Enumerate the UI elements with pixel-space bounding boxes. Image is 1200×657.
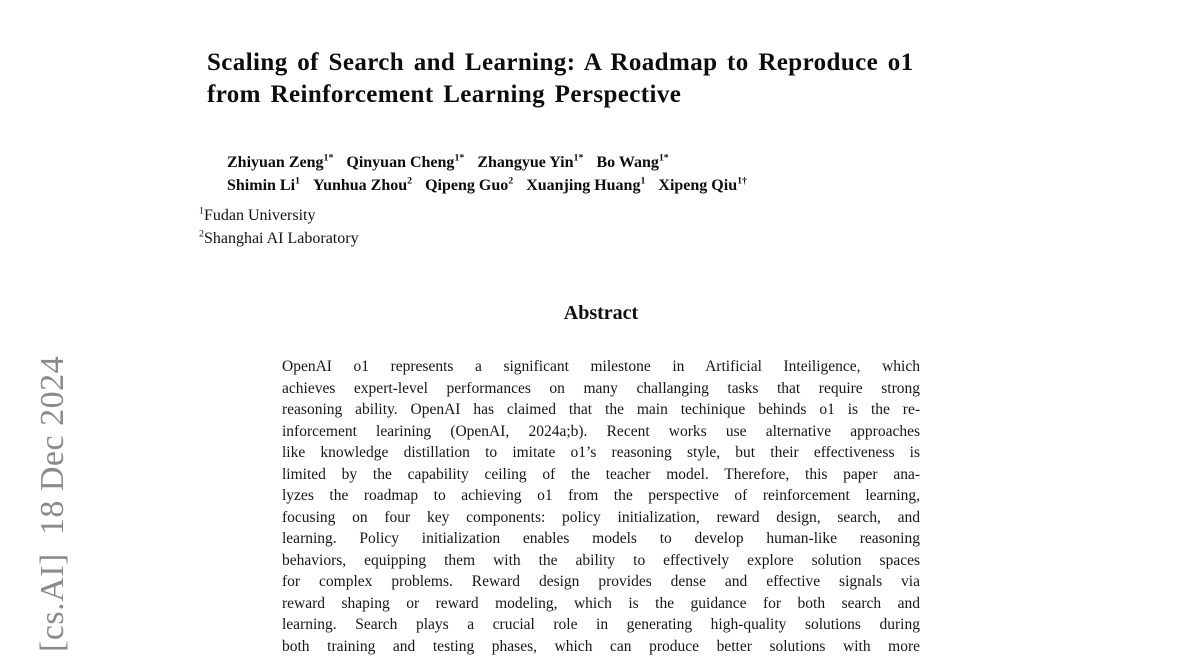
author-name: Zhiyuan Zeng (227, 154, 323, 171)
affiliation-name: Shanghai AI Laboratory (204, 230, 359, 247)
author-name: Xuanjing Huang (526, 177, 640, 194)
author (346, 154, 464, 171)
affiliation-superscript: 1 (199, 206, 204, 217)
author (658, 177, 747, 194)
abstract-line: reward shaping or reward modeling, which is the guidance for both search and (282, 593, 920, 615)
abstract-line: both training and testing phases, which can produce better solutions with more (282, 636, 920, 657)
author-name: Qipeng Guo (425, 177, 508, 194)
author-name: Zhangyue Yin (477, 154, 573, 171)
abstract-heading: Abstract (282, 302, 920, 325)
author-row (227, 175, 747, 198)
abstract-line: for complex problems. Reward design provides dense and effective signals via (282, 571, 920, 593)
abstract-line: lyzes the roadmap to achieving o1 from the perspective of reinforcement learning, (282, 485, 920, 507)
author (227, 177, 300, 194)
abstract-line: reasoning ability. OpenAI has claimed that the main techinique behinds o1 is the re- (282, 399, 920, 421)
author-superscript: 1* (323, 153, 333, 164)
author-superscript: 1* (659, 153, 669, 164)
paper-title-line1: Scaling of Search and Learning: A Roadmap to Reproduce o1 (207, 47, 914, 79)
author (425, 177, 513, 194)
affiliation-block (199, 204, 359, 250)
author-name: Xipeng Qiu (658, 177, 737, 194)
paper-title-line2: from Reinforcement Learning Perspective (207, 79, 914, 111)
affiliation (199, 204, 359, 227)
author-superscript: 1 (640, 175, 645, 186)
author-name: Bo Wang (596, 154, 658, 171)
author (227, 154, 333, 171)
author-name: Shimin Li (227, 177, 295, 194)
abstract-line: like knowledge distillation to imitate o1’s reasoning style, but their effectiveness is (282, 442, 920, 464)
author-superscript: 2 (407, 175, 412, 186)
author-name: Yunhua Zhou (313, 177, 407, 194)
abstract-line: behaviors, equipping them with the ability to effectively explore solution spaces (282, 550, 920, 572)
author-superscript: 2 (508, 175, 513, 186)
author (313, 177, 412, 194)
author-name: Qinyuan Cheng (346, 154, 454, 171)
author-superscript: 1* (574, 153, 584, 164)
abstract-line: limited by the capability ceiling of the teacher model. Therefore, this paper ana- (282, 464, 920, 486)
author (526, 177, 645, 194)
author (477, 154, 583, 171)
abstract-body (282, 356, 920, 657)
abstract-line: learning. Policy initialization enables models to develop human-like reasoning (282, 528, 920, 550)
affiliation-superscript: 2 (199, 229, 204, 240)
author-block (227, 152, 747, 197)
abstract-line: learning. Search plays a crucial role in generating high-quality solutions during (282, 614, 920, 636)
paper-title (207, 47, 914, 111)
abstract-line: focusing on four key components: policy initialization, reward design, search, and (282, 507, 920, 529)
author-row (227, 152, 747, 175)
abstract-line: OpenAI o1 represents a significant milestone in Artificial Inteiligence, which (282, 356, 920, 378)
arxiv-sidebar-stamp: [cs.AI] 18 Dec 2024 (33, 356, 73, 652)
author-superscript: 1 (295, 175, 300, 186)
affiliation-name: Fudan University (204, 207, 316, 224)
abstract-line: inforcement learining (OpenAI, 2024a;b). Recent works use alternative approaches (282, 421, 920, 443)
author (596, 154, 668, 171)
author-superscript: 1† (737, 175, 747, 186)
abstract-line: achieves expert-level performances on many challanging tasks that require strong (282, 378, 920, 400)
author-superscript: 1* (454, 153, 464, 164)
affiliation (199, 227, 359, 250)
